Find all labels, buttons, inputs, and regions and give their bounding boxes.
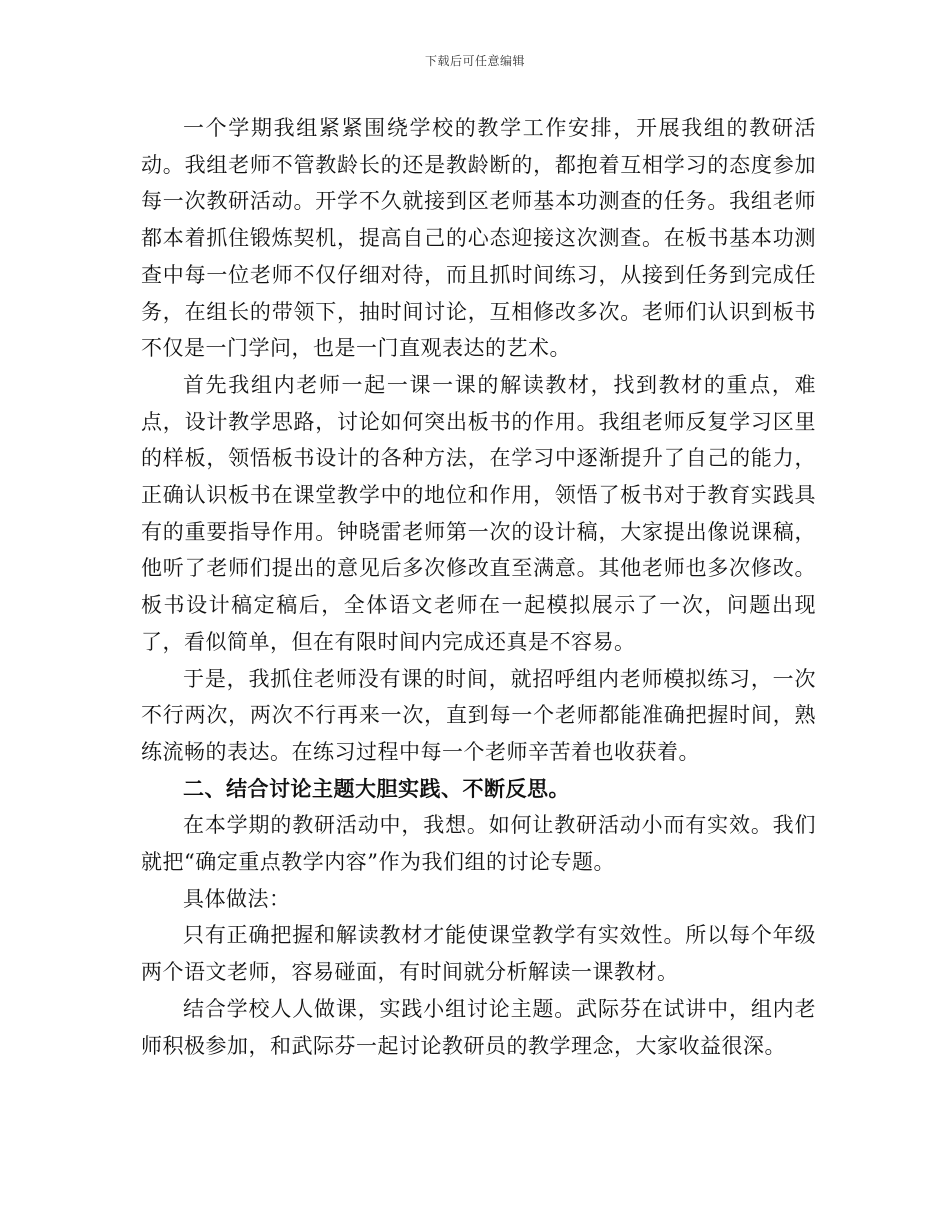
paragraph-3: 于是，我抓住老师没有课的时间，就招呼组内老师模拟练习，一次不行两次，两次不行再来一次，直到每一个老师都能准确把握时间，熟练流畅的表达。在练习过程中每一个老师辛苦着也收获着。 — [141, 666, 816, 764]
document-body — [141, 110, 816, 1064]
paragraph-6: 只有正确把握和解读教材才能使课堂教学有实效性。所以每个年级两个语文老师，容易碰面，有时间就分析解读一课教材。 — [141, 923, 816, 985]
paragraph-7: 结合学校人人做课，实践小组讨论主题。武际芬在试讲中，组内老师积极参加，和武际芬一起讨论教研员的教学理念，大家收益很深。 — [141, 996, 816, 1058]
section-heading: 二、结合讨论主题大胆实践、不断反思。 — [183, 775, 570, 801]
paragraph-1: 一个学期我组紧紧围绕学校的教学工作安排，开展我组的教研活动。我组老师不管教龄长的还是教龄断的，都抱着互相学习的态度参加每一次教研活动。开学不久就接到区老师基本功测查的任务。我组老师都本着抓住锻炼契机，提高自己的心态迎接这次测查。在板书基本功测查中每一位老师不仅仔细对待，而且抓时间练习，从接到任务到完成任务，在组长的带领下，抽时间讨论，互相修改多次。老师们认识到板书不仅是一门学问，也是一门直观表达的艺术。 — [141, 116, 816, 361]
paragraph-4: 在本学期的教研活动中，我想。如何让教研活动小而有实效。我们就把“确定重点教学内容”作为我们组的讨论专题。 — [141, 813, 816, 875]
paragraph-2: 首先我组内老师一起一课一课的解读教材，找到教材的重点，难点，设计教学思路，讨论如何突出板书的作用。我组老师反复学习区里的样板，领悟板书设计的各种方法，在学习中逐渐提升了自己的能力，正确认识板书在课堂教学中的地位和作用，领悟了板书对于教育实践具有的重要指导作用。钟晓雷老师第一次的设计稿，大家提出像说课稿，他听了老师们提出的意见后多次修改直至满意。其他老师也多次修改。板书设计稿定稿后，全体语文老师在一起模拟展示了一次，问题出现了，看似简单，但在有限时间内完成还真是不容易。 — [141, 372, 816, 654]
page-header: 下载后可任意编辑 — [424, 54, 525, 68]
paragraph-5: 具体做法： — [183, 886, 291, 911]
